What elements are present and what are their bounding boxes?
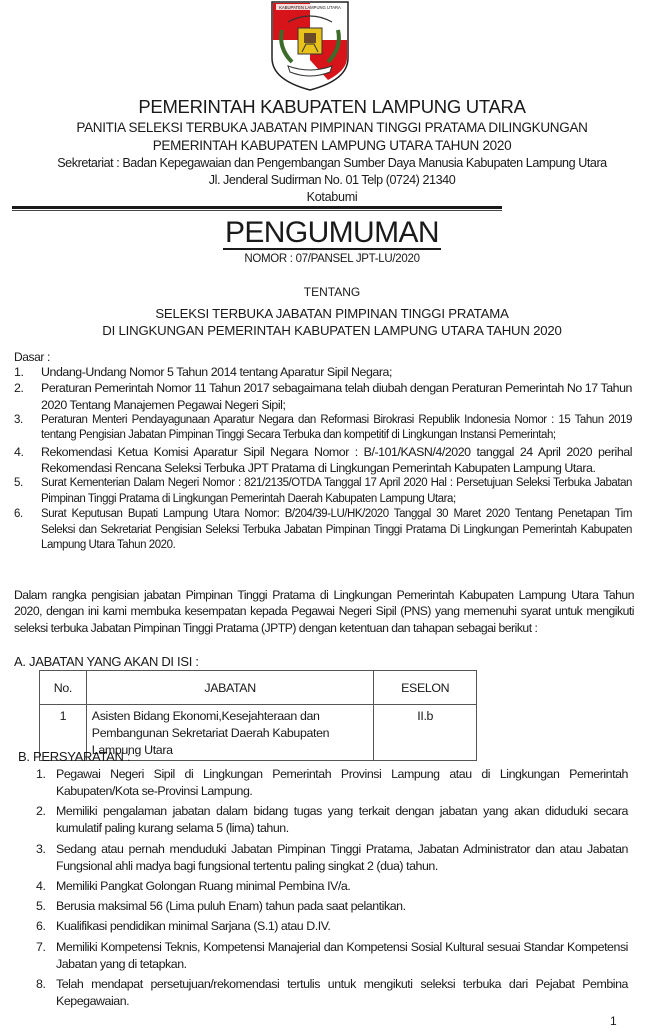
cell-jabatan: Asisten Bidang Ekonomi,Kesejahteraan dan Pembangunan Sekretariat Daerah Kabupaten Lampung Utara [86, 705, 374, 761]
column-header-no: No. [40, 671, 87, 705]
regency-coat-of-arms-logo [268, 0, 352, 92]
cell-no: 1 [40, 705, 87, 761]
list-item: 1. Undang-Undang Nomor 5 Tahun 2014 tentang Aparatur Sipil Negara; [14, 365, 392, 379]
city-line: Kotabumi [306, 190, 358, 204]
about-label: TENTANG [303, 285, 361, 299]
subject-line-1: SELEKSI TERBUKA JABATAN PIMPINAN TINGGI PRATAMA [155, 306, 509, 321]
list-item: 5. Berusia maksimal 56 (Lima puluh Enam) tahun pada saat pelantikan. [36, 899, 406, 914]
list-item: 8. Telah mendapat persetujuan/rekomendasi tertulis untuk mengikuti seleksi terbuka dari Pejabat Pembina Kepegawaian. [36, 977, 628, 1009]
subject-line-2: DI LINGKUNGAN PEMERINTAH KABUPATEN LAMPUNG UTARA TAHUN 2020 [102, 323, 562, 338]
list-item: 3. Peraturan Menteri Pendayagunaan Aparatur Negara dan Reformasi Birokrasi Republik Indonesia Nomor : 15 Tahun 2019 tentang Pengisian Jabatan Pimpinan Tinggi Secara Terbuka dan kompetitif di Lingkungan Instansi Pemerintah; [14, 413, 632, 442]
address-line: Jl. Jenderal Sudirman No. 01 Telp (0724) 21340 [208, 173, 456, 187]
column-header-eselon: ESELON [374, 671, 477, 705]
list-item: 4. Rekomendasi Ketua Komisi Aparatur Sipil Negara Nomor : B/-101/KASN/4/2020 tanggal 24 April 2020 perihal Rekomendasi Rencana Seleksi Terbuka JPT Pratama di Lingkungan Pemerintah Kabupaten Lampung Utara. [14, 444, 632, 476]
cell-eselon: II.b [374, 705, 477, 761]
basis-list [14, 364, 632, 554]
list-item: 7. Memiliki Kompetensi Teknis, Kompetensi Manajerial dan Kompetensi Sosial Kultural sesuai Standar Kompetensi Jabatan yang di tetapkan. [36, 939, 628, 971]
list-item: 3. Sedang atau pernah menduduki Jabatan Pimpinan Tinggi Pratama, Jabatan Administrator dan atau Jabatan Fungsional ahli madya bagi fungsional tertentu paling singkat 2 (dua) tahun. [36, 841, 628, 873]
list-item: 2. Memiliki pengalaman jabatan dalam bidang tugas yang terkait dengan jabatan yang akan diduduki secara kumulatif paling kurang selama 5 (lima) tahun. [36, 804, 628, 836]
section-b-heading: B. PERSYARATAN : [18, 749, 131, 764]
intro-paragraph: Dalam rangka pengisian jabatan Pimpinan Tinggi Pratama di Lingkungan Pemerintah Kabupaten Lampung Utara Tahun 2020, dengan ini kami membuka kesempatan kepada Pegawai Negeri Sipil (PNS) yang memenuhi syarat untuk mengikuti seleksi terbuka Jabatan Pimpinan Tinggi Pratama (JPTP) dengan ketentuan dan tahapan sebagai berikut : [14, 588, 634, 635]
announcement-title: PENGUMUMAN [224, 216, 439, 249]
section-a-heading: A. JABATAN YANG AKAN DI ISI : [14, 654, 199, 669]
requirements-list [36, 766, 628, 1013]
secretariat-line: Sekretariat : Badan Kepegawaian dan Pengembangan Sumber Daya Manusia Kabupaten Lampung Utara [57, 156, 607, 170]
list-item: 6. Kualifikasi pendidikan minimal Sarjana (S.1) atau D.IV. [36, 919, 331, 934]
committee-line-1: PANITIA SELEKSI TERBUKA JABATAN PIMPINAN TINGGI PRATAMA DILINGKUNGAN [76, 120, 588, 135]
basis-label: Dasar : [14, 350, 50, 364]
committee-line-2: PEMERINTAH KABUPATEN LAMPUNG UTARA TAHUN 2020 [152, 138, 512, 153]
announcement-number: NOMOR : 07/PANSEL JPT-LU/2020 [244, 253, 420, 265]
government-name: PEMERINTAH KABUPATEN LAMPUNG UTARA [138, 96, 526, 117]
list-item: 4. Memiliki Pangkat Golongan Ruang minimal Pembina IV/a. [36, 878, 351, 893]
list-item: 2. Peraturan Pemerintah Nomor 11 Tahun 2017 sebagaimana telah diubah dengan Peraturan Pemerintah No 17 Tahun 2020 Tentang Manajemen Pegawai Negeri Sipil; [14, 381, 632, 412]
letterhead-divider [12, 206, 502, 211]
list-item: 1. Pegawai Negeri Sipil di Lingkungan Pemerintah Provinsi Lampung atau di Lingkungan Pemerintah Kabupaten/Kota se-Provinsi Lampung. [36, 767, 628, 798]
table-header-row [40, 671, 477, 705]
svg-text:KABUPATEN LAMPUNG UTARA: KABUPATEN LAMPUNG UTARA [279, 5, 341, 10]
page-number: 1 [610, 1014, 617, 1028]
list-item: 5. Surat Kementerian Dalam Negeri Nomor : 821/2135/OTDA Tanggal 17 April 2020 Hal : Persetujuan Seleksi Terbuka Jabatan Pimpinan Tinggi Pratama di Lingkungan Pemerintah Daerah Kabupaten Lampung Utara; [14, 477, 632, 505]
position-table [39, 670, 477, 761]
list-item: 6. Surat Keputusan Bupati Lampung Utara Nomor: B/204/39-LU/HK/2020 Tanggal 30 Maret 2020 Tentang Penetapan Tim Seleksi dan Sekretariat Pengisian Seleksi Terbuka Jabatan Pimpinan Tinggi Pratama Di Lingkungan Pemerintah Kabupaten Lampung Utara Tahun 2020. [14, 508, 632, 552]
column-header-jabatan: JABATAN [86, 671, 374, 705]
